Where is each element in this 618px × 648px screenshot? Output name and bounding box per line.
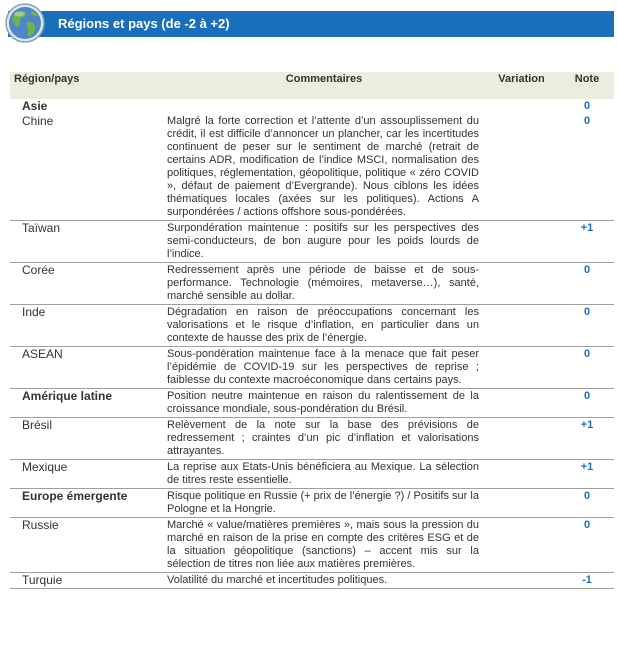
table-row	[10, 460, 614, 489]
region-note: 0	[560, 518, 614, 573]
region-name: Russie	[10, 518, 165, 573]
region-variation	[483, 418, 560, 460]
region-name: Europe émergente	[10, 489, 165, 518]
region-note: 0	[560, 114, 614, 221]
region-variation	[483, 263, 560, 305]
region-variation	[483, 221, 560, 263]
region-name: Inde	[10, 305, 165, 347]
region-comment: Risque politique en Russie (+ prix de l’énergie ?) / Positifs sur la Pologne et la Hongrie.	[165, 489, 483, 518]
table-row	[10, 263, 614, 305]
region-variation	[483, 305, 560, 347]
region-name: Corée	[10, 263, 165, 305]
region-variation	[483, 389, 560, 418]
region-name: Chine	[10, 114, 165, 221]
region-comment: Sous-pondération maintenue face à la menace que fait peser l’épidémie de COVID-19 sur les perspectives de reprise ; faiblesse du contexte macroéconomique dans certains pays.	[165, 347, 483, 389]
region-variation	[483, 573, 560, 589]
table-row	[10, 347, 614, 389]
region-note: -1	[560, 573, 614, 589]
table-row	[10, 389, 614, 418]
region-note: 0	[583, 100, 591, 112]
region-name: Taïwan	[10, 221, 165, 263]
region-note: +1	[560, 221, 614, 263]
column-header-comment: Commentaires	[165, 72, 483, 99]
region-note: +1	[560, 460, 614, 489]
region-comment: Volatilité du marché et incertitudes politiques.	[165, 573, 483, 589]
column-header-region: Région/pays	[10, 72, 165, 99]
table-row	[10, 305, 614, 347]
region-note: 0	[560, 389, 614, 418]
region-comment	[165, 99, 483, 114]
region-variation	[483, 99, 560, 114]
column-header-note: Note	[560, 72, 614, 99]
region-name: Amérique latine	[10, 389, 165, 418]
region-variation	[483, 347, 560, 389]
region-name: Asie	[22, 99, 48, 113]
region-comment: Relèvement de la note sur la base des prévisions de redressement ; craintes d’un pic d’inflation et valorisations attrayantes.	[165, 418, 483, 460]
region-variation	[483, 114, 560, 221]
table-row	[10, 418, 614, 460]
region-note: +1	[560, 418, 614, 460]
region-name: Turquie	[10, 573, 165, 589]
table-row	[10, 573, 614, 589]
table-header-row	[10, 72, 614, 99]
region-comment: La reprise aux Etats-Unis bénéficiera au Mexique. La sélection de titres reste essentielle.	[165, 460, 483, 489]
region-comment: Malgré la forte correction et l’attente d’un assouplissement du crédit, il est difficile d’annoncer un plancher, car les incertitudes continuent de peser sur le sentiment de marché (retrait de certains ADR, modification de l’indice MSCI, normalisation des politiques, réglementation, géopolitique, politique « zéro COVID », défaut de paiement d’Evergrande). Nous ciblons les idées thématiques locales (axées sur les politiques). Actions A surpondérées / actions offshore sous-pondérées.	[165, 114, 483, 221]
table-row	[10, 99, 614, 114]
region-note: 0	[560, 305, 614, 347]
section-title: Régions et pays (de -2 à +2)	[58, 16, 230, 31]
section-header	[8, 11, 614, 37]
globe-icon	[4, 2, 46, 44]
column-header-variation: Variation	[483, 72, 560, 99]
region-name: Brésil	[10, 418, 165, 460]
region-note: 0	[560, 263, 614, 305]
regions-table	[10, 72, 614, 589]
region-variation	[483, 489, 560, 518]
region-comment: Redressement après une période de baisse et de sous-performance. Technologie (mémoires, metaverse…), santé, marché sensible au dollar.	[165, 263, 483, 305]
region-name: ASEAN	[10, 347, 165, 389]
region-note: 0	[560, 489, 614, 518]
table-row	[10, 114, 614, 221]
region-name: Mexique	[10, 460, 165, 489]
region-comment: Surpondération maintenue : positifs sur les perspectives des semi-conducteurs, de bon augure pour les poids lourds de l’indice.	[165, 221, 483, 263]
region-comment: Position neutre maintenue en raison du ralentissement de la croissance mondiale, sous-pondération du Brésil.	[165, 389, 483, 418]
region-comment: Dégradation en raison de préoccupations concernant les valorisations et le risque d’inflation, en particulier dans un contexte de hausse des prix de l’énergie.	[165, 305, 483, 347]
table-row	[10, 221, 614, 263]
table-row	[10, 518, 614, 573]
region-comment: Marché « value/matières premières », mais sous la pression du marché en raison de la prise en compte des critères ESG et de la situation géopolitique (sanctions) – accent mis sur la sélection de titres non liée aux matières premières.	[165, 518, 483, 573]
region-variation	[483, 460, 560, 489]
region-note: 0	[560, 347, 614, 389]
table-row	[10, 489, 614, 518]
region-variation	[483, 518, 560, 573]
